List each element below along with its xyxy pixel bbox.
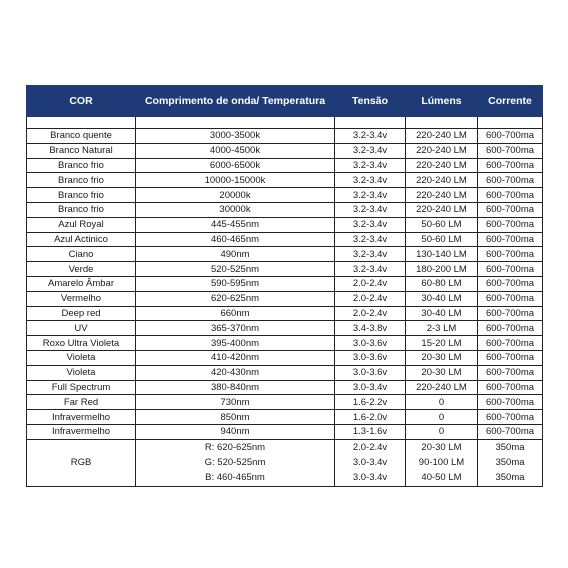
comprimento-cell: 3000-3500k — [136, 129, 335, 144]
comprimento-cell: 490nm — [136, 247, 335, 262]
header-corrente: Corrente — [478, 86, 543, 117]
table-row — [27, 424, 543, 439]
comprimento-cell: 395-400nm — [136, 336, 335, 351]
header-lumens: Lúmens — [406, 86, 478, 117]
tensao-cell: 3.2-3.4v — [335, 202, 406, 217]
table-row — [27, 321, 543, 336]
lumens-cell: 50-60 LM — [406, 232, 478, 247]
lumens-cell: 0 — [406, 410, 478, 425]
lumens-cell: 0 — [406, 424, 478, 439]
corrente-cell: 600-700ma — [478, 365, 543, 380]
tensao-cell: 3.2-3.4v — [335, 217, 406, 232]
rgb-lumens-line: 20-30 LM — [421, 442, 462, 454]
table-row — [27, 202, 543, 217]
rgb-corrente-cell — [478, 439, 543, 486]
table-row — [27, 350, 543, 365]
cor-cell: Azul Actinico — [27, 232, 136, 247]
corrente-cell: 600-700ma — [478, 276, 543, 291]
lumens-cell: 20-30 LM — [406, 350, 478, 365]
corrente-cell: 600-700ma — [478, 158, 543, 173]
corrente-cell: 600-700ma — [478, 336, 543, 351]
cor-cell: Branco frio — [27, 188, 136, 203]
lumens-cell: 220-240 LM — [406, 202, 478, 217]
empty-cell — [136, 117, 335, 129]
tensao-cell: 3.0-3.6v — [335, 350, 406, 365]
cor-cell: Ciano — [27, 247, 136, 262]
table-row — [27, 143, 543, 158]
lumens-cell: 15-20 LM — [406, 336, 478, 351]
tensao-cell: 3.2-3.4v — [335, 247, 406, 262]
header-tensao: Tensão — [335, 86, 406, 117]
table-row — [27, 262, 543, 277]
comprimento-cell: 730nm — [136, 395, 335, 410]
lumens-cell: 0 — [406, 395, 478, 410]
rgb-onda-line: R: 620-625nm — [204, 442, 266, 454]
corrente-cell: 600-700ma — [478, 306, 543, 321]
table-row — [27, 380, 543, 395]
table-row — [27, 232, 543, 247]
comprimento-cell: 365-370nm — [136, 321, 335, 336]
table-row — [27, 129, 543, 144]
lumens-cell: 220-240 LM — [406, 380, 478, 395]
cor-cell: Vermelho — [27, 291, 136, 306]
table-row — [27, 410, 543, 425]
corrente-cell: 600-700ma — [478, 410, 543, 425]
empty-cell — [478, 117, 543, 129]
comprimento-cell: 660nm — [136, 306, 335, 321]
corrente-cell: 600-700ma — [478, 202, 543, 217]
comprimento-cell: 10000-15000k — [136, 173, 335, 188]
comprimento-cell: 20000k — [136, 188, 335, 203]
cor-cell: Amarelo Âmbar — [27, 276, 136, 291]
lumens-cell: 30-40 LM — [406, 306, 478, 321]
lumens-cell: 20-30 LM — [406, 365, 478, 380]
rgb-onda-cell — [136, 439, 335, 486]
cor-cell: Branco frio — [27, 202, 136, 217]
cor-cell: Azul Royal — [27, 217, 136, 232]
table-row — [27, 158, 543, 173]
tensao-cell: 3.0-3.4v — [335, 380, 406, 395]
comprimento-cell: 410-420nm — [136, 350, 335, 365]
corrente-cell: 600-700ma — [478, 395, 543, 410]
cor-cell: Branco Natural — [27, 143, 136, 158]
tensao-cell: 1.6-2.2v — [335, 395, 406, 410]
tensao-cell: 2.0-2.4v — [335, 306, 406, 321]
lumens-cell: 30-40 LM — [406, 291, 478, 306]
corrente-cell: 600-700ma — [478, 262, 543, 277]
table-row — [27, 173, 543, 188]
lumens-cell: 130-140 LM — [406, 247, 478, 262]
tensao-cell: 1.3-1.6v — [335, 424, 406, 439]
table-row — [27, 395, 543, 410]
cor-cell: UV — [27, 321, 136, 336]
rgb-onda-line: B: 460-465nm — [205, 472, 265, 484]
tensao-cell: 3.2-3.4v — [335, 129, 406, 144]
comprimento-cell: 620-625nm — [136, 291, 335, 306]
header-row — [27, 86, 543, 117]
table-row — [27, 291, 543, 306]
cor-cell: Full Spectrum — [27, 380, 136, 395]
rgb-tensao-line: 3.0-3.4v — [352, 457, 388, 469]
empty-cell — [27, 117, 136, 129]
comprimento-cell: 420-430nm — [136, 365, 335, 380]
table-row — [27, 247, 543, 262]
rgb-tensao-cell — [335, 439, 406, 486]
cor-cell: Roxo Ultra Violeta — [27, 336, 136, 351]
rgb-corrente-line: 350ma — [495, 472, 525, 484]
cor-cell: Branco frio — [27, 158, 136, 173]
cor-cell: Branco frio — [27, 173, 136, 188]
rgb-corrente-line: 350ma — [495, 442, 525, 454]
lumens-cell: 220-240 LM — [406, 143, 478, 158]
lumens-cell: 220-240 LM — [406, 158, 478, 173]
table-row — [27, 365, 543, 380]
comprimento-cell: 940nm — [136, 424, 335, 439]
rgb-lumens-cell — [406, 439, 478, 486]
empty-cell — [406, 117, 478, 129]
tensao-cell: 1.6-2.0v — [335, 410, 406, 425]
spacer-row — [27, 117, 543, 129]
cor-cell: Far Red — [27, 395, 136, 410]
comprimento-cell: 460-465nm — [136, 232, 335, 247]
led-spec-table — [26, 85, 543, 487]
comprimento-cell: 850nm — [136, 410, 335, 425]
comprimento-cell: 380-840nm — [136, 380, 335, 395]
lumens-cell: 180-200 LM — [406, 262, 478, 277]
corrente-cell: 600-700ma — [478, 424, 543, 439]
table-row — [27, 306, 543, 321]
tensao-cell: 2.0-2.4v — [335, 291, 406, 306]
corrente-cell: 600-700ma — [478, 129, 543, 144]
rgb-corrente-line: 350ma — [495, 457, 525, 469]
lumens-cell: 50-60 LM — [406, 217, 478, 232]
table-row — [27, 276, 543, 291]
tensao-cell: 3.2-3.4v — [335, 143, 406, 158]
corrente-cell: 600-700ma — [478, 321, 543, 336]
corrente-cell: 600-700ma — [478, 232, 543, 247]
comprimento-cell: 520-525nm — [136, 262, 335, 277]
corrente-cell: 600-700ma — [478, 188, 543, 203]
corrente-cell: 600-700ma — [478, 380, 543, 395]
table-row — [27, 188, 543, 203]
comprimento-cell: 30000k — [136, 202, 335, 217]
table-row — [27, 336, 543, 351]
comprimento-cell: 4000-4500k — [136, 143, 335, 158]
header-cor: COR — [27, 86, 136, 117]
rgb-lumens-line: 40-50 LM — [421, 472, 462, 484]
corrente-cell: 600-700ma — [478, 143, 543, 158]
corrente-cell: 600-700ma — [478, 350, 543, 365]
tensao-cell: 3.2-3.4v — [335, 173, 406, 188]
rgb-tensao-line: 2.0-2.4v — [352, 442, 388, 454]
tensao-cell: 3.2-3.4v — [335, 158, 406, 173]
lumens-cell: 220-240 LM — [406, 188, 478, 203]
cor-cell: Deep red — [27, 306, 136, 321]
rgb-lumens-line: 90-100 LM — [418, 457, 465, 469]
tensao-cell: 3.4-3.8v — [335, 321, 406, 336]
comprimento-cell: 6000-6500k — [136, 158, 335, 173]
tensao-cell: 3.0-3.6v — [335, 336, 406, 351]
corrente-cell: 600-700ma — [478, 173, 543, 188]
rgb-tensao-line: 3.0-3.4v — [352, 472, 388, 484]
cor-cell: Verde — [27, 262, 136, 277]
lumens-cell: 220-240 LM — [406, 129, 478, 144]
rgb-onda-line: G: 520-525nm — [204, 457, 266, 469]
cor-cell: Branco quente — [27, 129, 136, 144]
corrente-cell: 600-700ma — [478, 217, 543, 232]
corrente-cell: 600-700ma — [478, 291, 543, 306]
tensao-cell: 3.2-3.4v — [335, 262, 406, 277]
tensao-cell: 2.0-2.4v — [335, 276, 406, 291]
tensao-cell: 3.0-3.6v — [335, 365, 406, 380]
comprimento-cell: 590-595nm — [136, 276, 335, 291]
cor-cell: Violeta — [27, 350, 136, 365]
cor-cell: Infravermelho — [27, 410, 136, 425]
comprimento-cell: 445-455nm — [136, 217, 335, 232]
corrente-cell: 600-700ma — [478, 247, 543, 262]
lumens-cell: 2-3 LM — [406, 321, 478, 336]
cor-cell: RGB — [27, 439, 136, 486]
header-comprimento: Comprimento de onda/ Temperatura — [136, 86, 335, 117]
table-row — [27, 217, 543, 232]
rgb-row — [27, 439, 543, 486]
cor-cell: Infravermelho — [27, 424, 136, 439]
tensao-cell: 3.2-3.4v — [335, 232, 406, 247]
cor-cell: Violeta — [27, 365, 136, 380]
tensao-cell: 3.2-3.4v — [335, 188, 406, 203]
lumens-cell: 220-240 LM — [406, 173, 478, 188]
lumens-cell: 60-80 LM — [406, 276, 478, 291]
empty-cell — [335, 117, 406, 129]
